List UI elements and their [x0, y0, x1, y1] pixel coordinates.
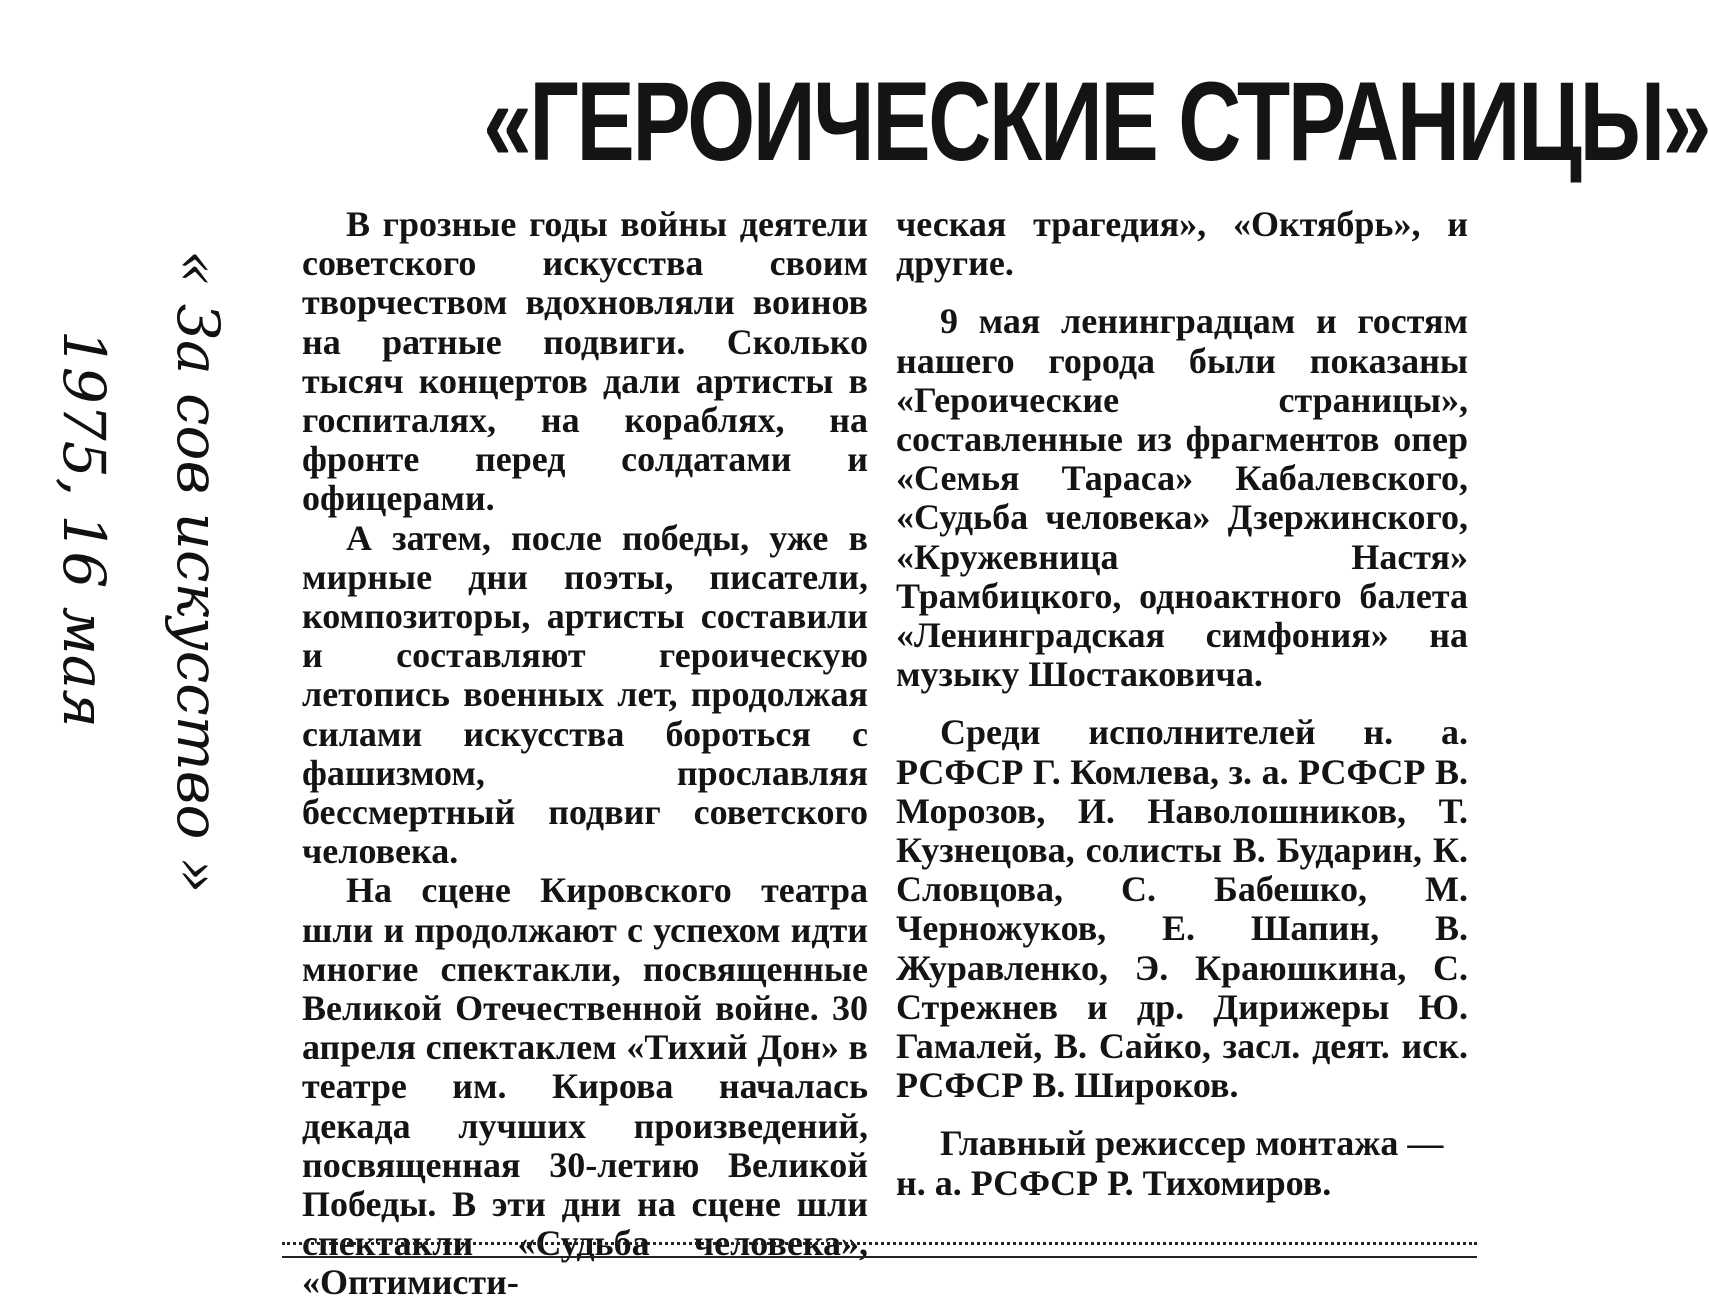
paragraph: На сцене Кировского театра шли и продолжают с успехом идти многие спектакли, посвященные Великой Отечественной войне. 30 апреля спектаклем «Тихий Дон» в театре им. Кирова началась декада лучших произведений, посвященная 30-летию Великой Победы. В эти дни на сцене шли спектакли «Судьба человека», «Оптимисти-: [302, 870, 868, 1303]
paragraph: Среди исполнителей н. а. РСФСР Г. Комлева, з. а. РСФСР В. Морозов, И. Наволошников, Т. Кузнецова, солисты В. Бударин, К. Словцова, С. Бабешко, М. Черножуков, Е. Шапин, В. Журавленко, Э. Краюшкина, С. Стрежнев и др. Дирижеры Ю. Гамалей, В. Сайко, засл. деят. иск. РСФСР В. Широков.: [896, 712, 1468, 1106]
paragraph: 9 мая ленинградцам и гостям нашего города были показаны «Героические страницы», составленные из фрагментов опер «Семья Тараса» Кабалевского, «Судьба человека» Дзержинского, «Кружевница Настя» Трамбицкого, одноактного балета «Ленинградская симфония» на музыку Шостаковича.: [896, 301, 1468, 695]
bottom-dotted-rule: [282, 1242, 1477, 1245]
paragraph: ческая трагедия», «Октябрь», и другие.: [896, 204, 1468, 284]
right-column: [896, 205, 1468, 1203]
left-column: [302, 205, 868, 1303]
paragraph: В грозные годы войны деятели советского искусства своим творчеством вдохновляли воинов на ратные подвиги. Сколько тысяч концертов дали артисты в госпиталях, на кораблях, на фронте перед солдатами и офицерами.: [302, 204, 868, 519]
paragraph: А затем, после победы, уже в мирные дни поэты, писатели, композиторы, артисты составили и составляют героическую летопись военных лет, продолжая силами искусства бороться с фашизмом, прославляя бессмертный подвиг советского человека.: [302, 517, 868, 872]
handwritten-date: 1975, 16 мая: [50, 330, 118, 728]
paragraph: Главный режиссер монтажа — н. а. РСФСР Р. Тихомиров.: [896, 1123, 1444, 1203]
handwritten-source: « За сов искусство »: [164, 250, 232, 894]
headline: «ГЕРОИЧЕСКИЕ СТРАНИЦЫ»: [483, 59, 1709, 184]
bottom-rule: [282, 1256, 1477, 1258]
